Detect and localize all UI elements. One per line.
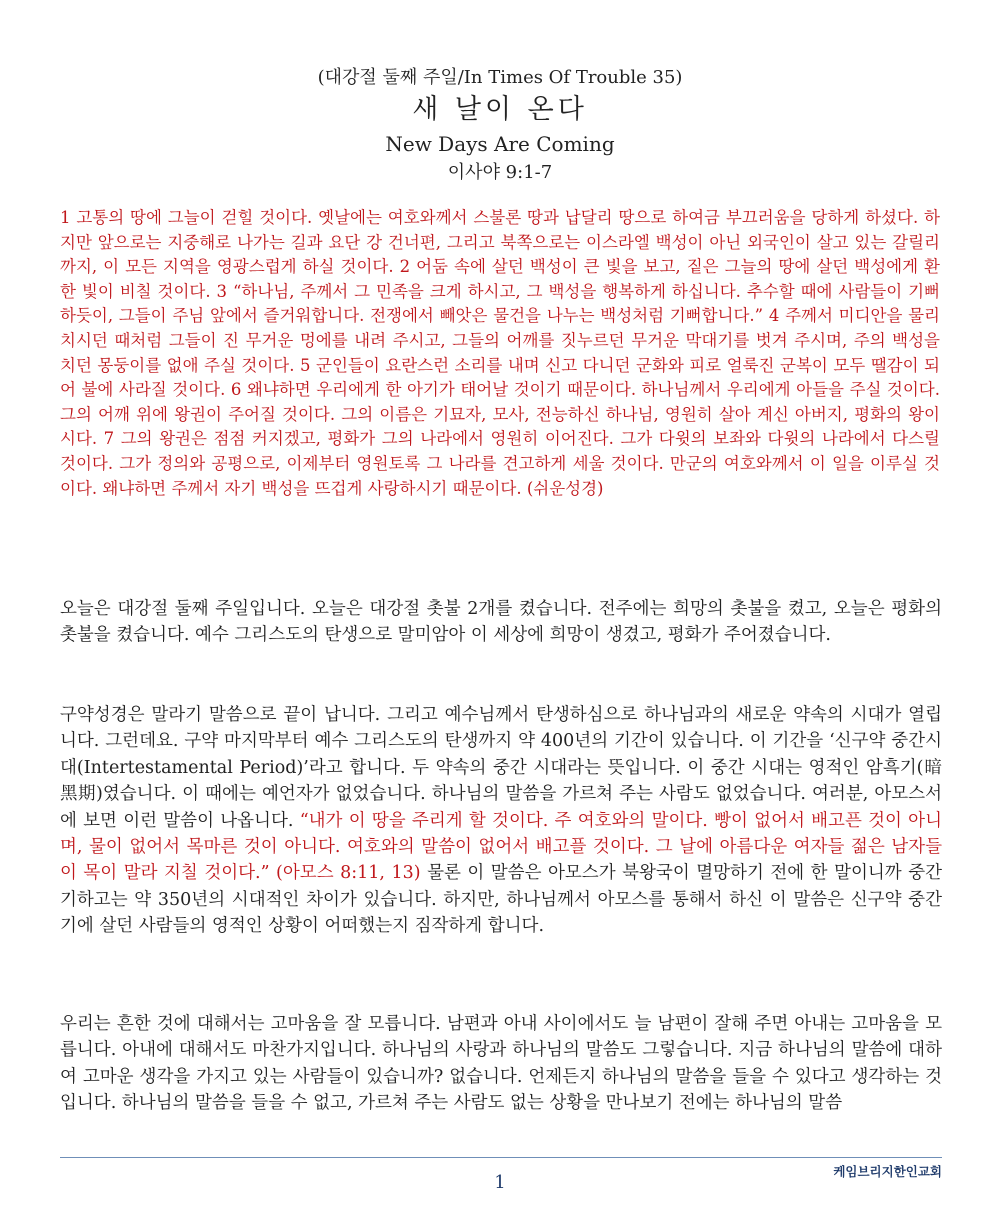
page-number: 1 — [494, 1172, 506, 1193]
body-paragraph-1: 오늘은 대강절 둘째 주일입니다. 오늘은 대강절 촛불 2개를 켰습니다. 전주에는 희망의 촛불을 켰고, 오늘은 평화의 촛불을 켰습니다. 예수 그리스도의 탄생으로 말미암아 이 세상에 희망이 생겼고, 평화가 주어졌습니다. — [60, 599, 942, 646]
body-paragraph-3: 우리는 흔한 것에 대해서는 고마움을 잘 모릅니다. 남편과 아내 사이에서도 늘 남편이 잘해 주면 아내는 고마움을 모릅니다. 아내에 대해서도 마찬가지입니다. 하나님의 사랑과 하나님의 말씀도 그렇습니다. 지금 하나님의 말씀에 대하여 고마운 생각을 가지고 있는 사람들이 있습니까? 없습니다. 언제든지 하나님의 말씀을 들을 수 있다고 생각하는 것입니다. 하나님의 말씀을 들을 수 없고, 가르쳐 주는 사람도 없는 상황을 만나보기 전에는 하나님의 말씀 — [60, 1014, 942, 1114]
sermon-title-english: New Days Are Coming — [385, 132, 615, 156]
sermon-header — [0, 66, 1000, 186]
amos-quote: “내가 이 땅을 주리게 할 것이다. 주 여호와의 말이다. 빵이 없어서 배고픈 것이 아니며, 물이 없어서 목마른 것이 아니다. 여호와의 말씀이 없어서 배고플 것이다. 그 날에 아름다운 여자들 젊은 남자들이 목이 말라 지칠 것이다.” (아모스 8:11, 13) — [60, 810, 942, 884]
body-paragraph-2 — [60, 702, 942, 940]
sermon-title-korean: 새 날이 온다 — [412, 94, 588, 125]
paragraph-2-text-before: 구약성경은 말라기 말씀으로 끝이 납니다. 그리고 예수님께서 탄생하심으로 하나님과의 새로운 약속의 시대가 열립니다. 그런데요. 구약 마지막부터 예수 그리스도의 탄생까지 약 400년의 기간이 있습니다. 이 기간을 ‘신구약 중간시대(Intertestamental Period)’라고 합니다. 두 약속의 중간 시대라는 뜻입니다. 이 중간 시대는 영적인 암흑기(暗黑期)였습니다. 이 때에는 예언자가 없었습니다. 하나님의 말씀을 가르쳐 주는 사람도 없었습니다. 여러분, 아모스서에 보면 이런 말씀이 나옵니다. — [60, 705, 943, 831]
paragraph-2-text-after: 물론 이 말씀은 아모스가 북왕국이 멸망하기 전에 한 말이니까 중간기하고는 약 350년의 시대적인 차이가 있습니다. 하지만, 하나님께서 아모스를 통해서 하신 이 말씀은 신구약 중간기에 살던 사람들의 영적인 상황이 어떠했는지 짐작하게 합니다. — [60, 863, 942, 937]
scripture-reference: 이사야 9:1-7 — [447, 162, 553, 183]
sermon-subtitle: (대강절 둘째 주일/In Times Of Trouble 35) — [317, 67, 683, 88]
church-name: 케임브리지한인교회 — [833, 1164, 942, 1179]
scripture-passage: 1 고통의 땅에 그늘이 걷힐 것이다. 옛날에는 여호와께서 스불론 땅과 납달리 땅으로 하여금 부끄러움을 당하게 하셨다. 하지만 앞으로는 지중해로 나가는 길과 요단 강 건너편, 그리고 북쪽으로는 이스라엘 백성이 아닌 외국인이 살고 있는 갈릴리까지, 이 모든 지역을 영광스럽게 하실 것이다. 2 어둠 속에 살던 백성이 큰 빛을 보고, 짙은 그늘의 땅에 살던 백성에게 환한 빛이 비칠 것이다. 3 “하나님, 주께서 그 민족을 크게 하시고, 그 백성을 행복하게 하십니다. 추수할 때에 사람들이 기뻐하듯이, 그들이 주님 앞에서 즐거워합니다. 전쟁에서 빼앗은 물건을 나누는 백성처럼 기뻐합니다.” 4 주께서 미디안을 물리치시던 때처럼 그들이 진 무거운 멍에를 내려 주시고, 그들의 어깨를 짓누르던 무거운 막대기를 벗겨 주시며, 주의 백성을 치던 몽둥이를 없애 주실 것이다. 5 군인들이 요란스런 소리를 내며 신고 다니던 군화와 피로 얼룩진 군복이 모두 땔감이 되어 불에 사라질 것이다. 6 왜냐하면 우리에게 한 아기가 태어날 것이기 때문이다. 하나님께서 우리에게 아들을 주실 것이다. 그의 어깨 위에 왕권이 주어질 것이다. 그의 이름은 기묘자, 모사, 전능하신 하나님, 영원히 살아 계신 아버지, 평화의 왕이시다. 7 그의 왕권은 점점 커지겠고, 평화가 그의 나라에서 영원히 이어진다. 그가 다윗의 보좌와 다윗의 나라에서 다스릴 것이다. 그가 정의와 공평으로, 이제부터 영원토록 그 나라를 견고하게 세울 것이다. 만군의 여호와께서 이 일을 이루실 것이다. 왜냐하면 주께서 자기 백성을 뜨겁게 사랑하시기 때문이다. (쉬운성경) — [60, 208, 940, 498]
footer-divider — [60, 1157, 942, 1158]
